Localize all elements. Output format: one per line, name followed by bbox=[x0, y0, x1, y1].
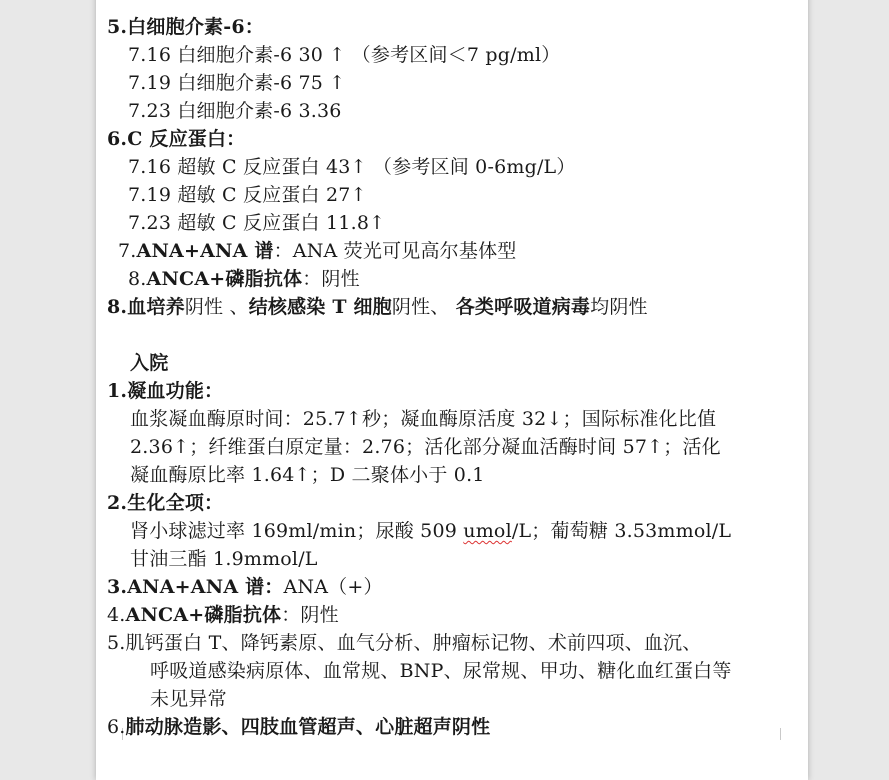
anca-line: 8.ANCA+磷脂抗体：阴性 bbox=[128, 268, 360, 290]
misc-line-2: 呼吸道感染病原体、血常规、BNP、尿常规、甲功、糖化血红蛋白等 bbox=[150, 660, 732, 682]
crp-line-1: 7.16 超敏 C 反应蛋白 43↑ （参考区间 0-6mg/L） bbox=[128, 156, 576, 178]
il6-line-3: 7.23 白细胞介素-6 3.36 bbox=[128, 100, 342, 122]
il6-line-1: 7.16 白细胞介素-6 30 ↑ （参考区间＜7 pg/ml） bbox=[128, 44, 561, 66]
crp-line-2: 7.19 超敏 C 反应蛋白 27↑ bbox=[128, 184, 367, 206]
crp-title: 6.C 反应蛋白： bbox=[107, 128, 246, 150]
culture-line: 8.血培养阴性 、结核感染 T 细胞阴性、 各类呼吸道病毒均阴性 bbox=[107, 296, 648, 318]
bio-title: 2.生化全项： bbox=[107, 492, 224, 514]
coag-line-3: 凝血酶原比率 1.64↑；D 二聚体小于 0.1 bbox=[130, 464, 485, 486]
margin-mark-bottom-right bbox=[780, 728, 793, 740]
ana-admission-line: 3.ANA+ANA 谱：ANA（+） bbox=[107, 576, 383, 598]
crp-line-3: 7.23 超敏 C 反应蛋白 11.8↑ bbox=[128, 212, 386, 234]
bio-line-1: 肾小球滤过率 169ml/min；尿酸 509 umol/L；葡萄糖 3.53mmol/L bbox=[130, 520, 732, 542]
anca-admission-line: 4.ANCA+磷脂抗体：阴性 bbox=[107, 604, 339, 626]
coag-title: 1.凝血功能： bbox=[107, 380, 224, 402]
ana-line: 7.ANA+ANA 谱：ANA 荧光可见高尔基体型 bbox=[118, 240, 517, 262]
imaging-line: 6.肺动脉造影、四肢血管超声、心脏超声阴性 bbox=[107, 716, 491, 738]
misc-line-1: 5.肌钙蛋白 T、降钙素原、血气分析、肿瘤标记物、术前四项、血沉、 bbox=[107, 632, 702, 654]
misc-line-3: 未见异常 bbox=[150, 688, 227, 710]
admission-heading: 入院 bbox=[130, 352, 169, 374]
bio-line-2: 甘油三酯 1.9mmol/L bbox=[130, 548, 318, 570]
il6-title: 5.白细胞介素-6： bbox=[107, 16, 264, 38]
spellcheck-underline: umol bbox=[463, 520, 512, 542]
coag-line-2: 2.36↑；纤维蛋白原定量：2.76；活化部分凝血活酶时间 57↑；活化 bbox=[130, 436, 721, 458]
il6-line-2: 7.19 白细胞介素-6 75 ↑ bbox=[128, 72, 346, 94]
document-page bbox=[96, 0, 808, 780]
coag-line-1: 血浆凝血酶原时间：25.7↑秒；凝血酶原活度 32↓；国际标准化比值 bbox=[130, 408, 717, 430]
